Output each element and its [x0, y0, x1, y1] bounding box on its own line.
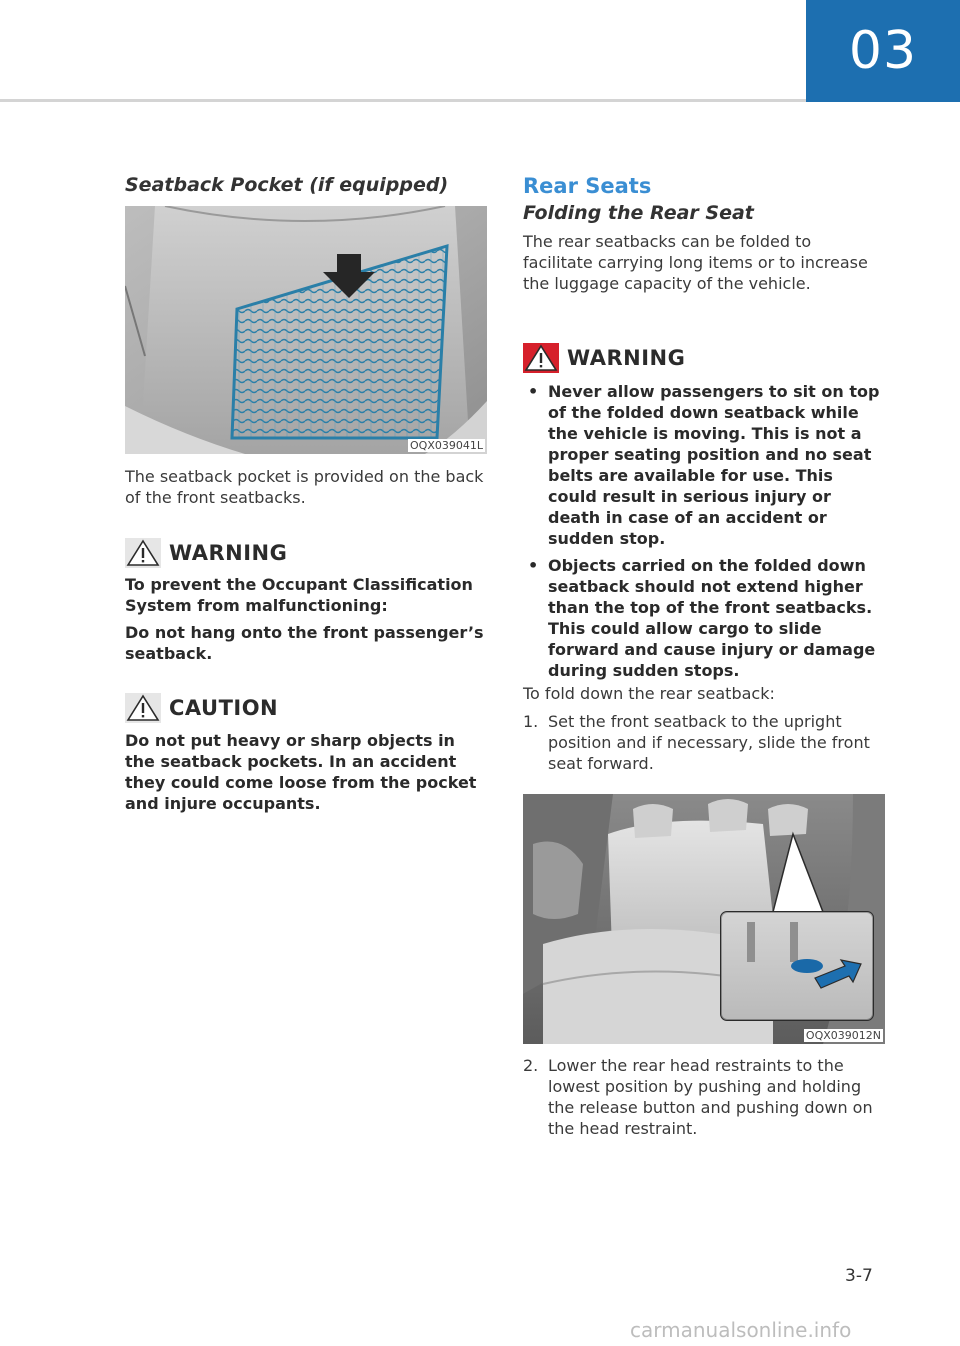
watermark: carmanualsonline.info: [630, 1318, 852, 1342]
seatback-pocket-figure: [125, 206, 487, 454]
figure-code: OQX039012N: [805, 1029, 881, 1042]
fold-intro: To fold down the rear seatback:: [523, 684, 775, 703]
caution-text: Do not put heavy or sharp objects in the seatback pockets. In an accident they could come loose from the pocket and injure occupants.: [125, 731, 477, 813]
caution-header: [125, 692, 278, 724]
bullet-text: Objects carried on the folded down seatback should not extend higher than the top of the front seatbacks. This could allow cargo to slide forward and cause injury or damage during sudden stops.: [548, 556, 876, 680]
list-item: • Never allow passengers to sit on top of the folded down seatback while the vehicle is moving. This is not a proper seating position and no seat belts are available for use. This could result in serious injury or death in case of an accident or sudden stop.: [528, 382, 880, 548]
header-rule: [0, 99, 806, 102]
rear-seats-heading: Rear Seats: [523, 174, 652, 198]
step-text: Lower the rear head restraints to the lowest position by pushing and holding the release button and pushing down on the head restraint.: [548, 1056, 873, 1138]
warning-header: [125, 537, 287, 569]
step-2: [523, 1055, 885, 1139]
figure-code: OQX039041L: [410, 439, 483, 452]
rear-warning-list: [523, 381, 885, 681]
warning-line-2: Do not hang onto the front passenger’s seatback.: [125, 623, 484, 663]
list-item: [523, 1055, 885, 1139]
rear-warning-header: [523, 342, 685, 374]
list-item: [523, 711, 885, 774]
step-number: 2.: [523, 1056, 539, 1075]
step-number: 1.: [523, 712, 539, 731]
warning-line-1: To prevent the Occupant Classification System from malfunctioning:: [125, 575, 473, 615]
warning-icon: [125, 538, 161, 568]
list-item: • Objects carried on the folded down seatback should not extend higher than the top of the front seatbacks. This could allow cargo to slide forward and cause injury or damage during sudden stops.: [528, 556, 876, 680]
step-text: Set the front seatback to the upright position and if necessary, slide the front seat forward.: [548, 712, 870, 773]
warning-icon: [523, 343, 559, 373]
chapter-tab: 03: [806, 0, 960, 102]
page-number: 3-7: [845, 1266, 873, 1286]
rear-seat-figure: [523, 794, 885, 1044]
caution-title: CAUTION: [169, 696, 279, 720]
seatback-pocket-heading: Seatback Pocket (if equipped): [125, 174, 449, 196]
rear-warning-title: WARNING: [567, 346, 686, 370]
seatback-pocket-intro: The seatback pocket is provided on the back of the front seatbacks.: [125, 467, 484, 507]
bullet-text: Never allow passengers to sit on top of the folded down seatback while the vehicle is moving. This is not a proper seating position and no seat belts are available for use. This could result in serious injury or death in case of an accident or sudden stop.: [548, 382, 880, 548]
caution-icon: [125, 693, 161, 723]
folding-rear-seat-heading: Folding the Rear Seat: [523, 202, 754, 224]
rear-seat-intro: The rear seatbacks can be folded to facilitate carrying long items or to increase the luggage capacity of the vehicle.: [523, 232, 868, 293]
step-1: [523, 711, 885, 774]
seatback-pocket-illustration: [125, 206, 487, 454]
warning-title: WARNING: [169, 541, 288, 565]
rear-seat-illustration: [523, 794, 885, 1044]
